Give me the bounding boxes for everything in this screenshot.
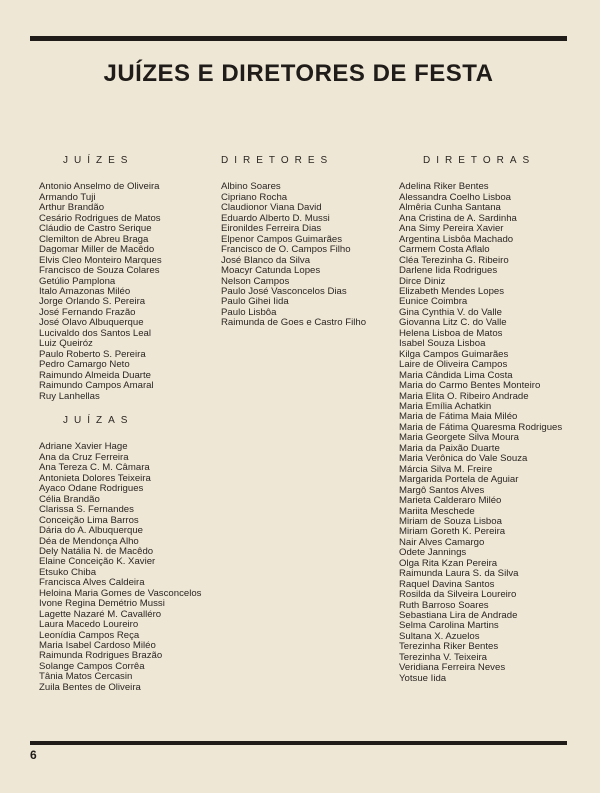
list-item: Alessandra Coelho Lisboa (399, 191, 512, 203)
list-item: Solange Campos Corrêa (39, 660, 145, 672)
list-item: Marieta Calderaro Miléo (399, 495, 502, 507)
list-item: Conceição Lima Barros (39, 514, 139, 526)
list-item: Laura Macedo Loureiro (39, 619, 139, 631)
list-item: Adelina Riker Bentes (399, 181, 489, 193)
list-item: Laire de Oliveira Campos (399, 359, 508, 371)
list-item: Paulo Gihei Iida (221, 296, 289, 308)
list-item: Albino Soares (221, 181, 281, 193)
list-item: Maria Verônica do Vale Souza (399, 453, 528, 465)
list-item: Adriane Xavier Hage (39, 441, 128, 453)
list-item: Ruy Lanhellas (39, 390, 100, 402)
list-item: Ivone Regina Demétrio Mussi (39, 598, 165, 610)
list-item: Elvis Cleo Monteiro Marques (39, 254, 162, 266)
list-item: Elaine Conceição K. Xavier (39, 556, 156, 568)
list-item: Veridiana Ferreira Neves (399, 662, 506, 674)
list-item: Márcia Silva M. Freire (399, 463, 493, 475)
list-item: Sebastiana Lira de Andrade (399, 610, 518, 622)
list-item: Selma Carolina Martins (399, 620, 499, 632)
list-item: Miriam Goreth K. Pereira (399, 526, 506, 538)
list-item: Margô Santos Alves (399, 484, 485, 496)
list-item: José Olavo Albuquerque (39, 317, 144, 329)
list-item: Lucivaldo dos Santos Leal (39, 327, 152, 339)
list-item: Antonieta Dolores Teixeira (39, 472, 151, 484)
list-item: Raimundo Almeida Duarte (39, 369, 151, 381)
list-item: Nair Alves Camargo (399, 536, 485, 548)
list-item: Zuila Bentes de Oliveira (39, 681, 141, 693)
list-item: Maria de Fátima Quaresma Rodrigues (399, 421, 563, 433)
list-item: Kilga Campos Guimarães (399, 348, 509, 360)
bottom-rule (30, 741, 567, 745)
list-item: Pedro Camargo Neto (39, 359, 130, 371)
column-juizes-juizas (39, 156, 219, 693)
list-item: José Fernando Frazão (39, 306, 136, 318)
list-item: Raimunda Laura S. da Silva (399, 568, 519, 580)
list-item: Raimunda de Goes e Castro Filho (221, 317, 367, 329)
list-item: Terezinha V. Teixeira (399, 651, 487, 663)
list-item: Miriam de Souza Lisboa (399, 515, 502, 527)
list-item: Darlene Iida Rodrigues (399, 265, 498, 277)
list-item: Cléa Terezinha G. Ribeiro (399, 254, 509, 266)
heading-juizas: JUÍZAS (63, 414, 134, 426)
list-item: Italo Amazonas Miléo (39, 285, 131, 297)
heading-diretores: DIRETORES (221, 155, 334, 166)
list-item: Rosilda da Silveira Loureiro (399, 589, 517, 601)
list-item: José Blanco da Silva (221, 254, 311, 266)
list-item: Paulo José Vasconcelos Dias (221, 285, 347, 297)
juizes-list (39, 182, 219, 402)
list-item: Elpenor Campos Guimarães (221, 233, 343, 245)
heading-diretoras: DIRETORAS (423, 155, 536, 166)
list-item: Maria Elita O. Ribeiro Andrade (399, 390, 529, 402)
list-item: Dagomar Miller de Macêdo (39, 244, 155, 256)
list-item: Raimunda Rodrigues Brazão (39, 650, 163, 662)
list-item: Arthur Brandão (39, 202, 105, 214)
list-item: Moacyr Catunda Lopes (221, 265, 321, 277)
list-item: Eduardo Alberto D. Mussi (221, 212, 330, 224)
diretores-list (221, 182, 396, 328)
list-item: Yotsue Iida (399, 672, 447, 684)
list-item: Maria do Carmo Bentes Monteiro (399, 380, 541, 392)
list-item: Nelson Campos (221, 275, 290, 287)
list-item: Getúlio Pamplona (39, 275, 116, 287)
list-item: Ayaco Odane Rodrigues (39, 483, 144, 495)
list-item: Raimundo Campos Amaral (39, 380, 154, 392)
list-item: Raquel Davina Santos (399, 578, 495, 590)
list-item: Eunice Coimbra (399, 296, 468, 308)
list-item: Francisco de Souza Colares (39, 265, 160, 277)
list-item: Paulo Lisbôa (221, 306, 277, 318)
list-item: Antonio Anselmo de Oliveira (39, 181, 160, 193)
list-item: Eironildes Ferreira Dias (221, 223, 322, 235)
list-item: Leonídia Campos Reça (39, 629, 140, 641)
list-item: Dely Natália N. de Macêdo (39, 545, 154, 557)
list-item: Paulo Roberto S. Pereira (39, 348, 146, 360)
list-item: Ana Tereza C. M. Câmara (39, 462, 150, 474)
column-diretores (221, 156, 396, 329)
list-item: Maria Isabel Cardoso Miléo (39, 640, 156, 652)
list-item: Ruth Barroso Soares (399, 599, 489, 611)
list-item: Almêria Cunha Santana (399, 202, 501, 214)
diretoras-list (399, 182, 569, 684)
list-item: Dirce Diniz (399, 275, 446, 287)
list-item: Tânia Matos Cercasin (39, 671, 133, 683)
list-item: Ana da Cruz Ferreira (39, 451, 129, 463)
list-item: Helena Lisboa de Matos (399, 327, 503, 339)
list-item: Maria da Paixão Duarte (399, 442, 500, 454)
list-item: Olga Rita Kzan Pereira (399, 557, 498, 569)
page-title: JUÍZES E DIRETORES DE FESTA (103, 60, 494, 87)
list-item: Maria Cândida Lima Costa (399, 369, 513, 381)
list-item: Célia Brandão (39, 493, 100, 505)
juizas-list (39, 442, 219, 693)
list-item: Gina Cynthia V. do Valle (399, 306, 502, 318)
list-item: Maria de Fátima Maia Miléo (399, 411, 518, 423)
list-item: Ana Simy Pereira Xavier (399, 223, 504, 235)
list-item: Luiz Queiróz (39, 338, 93, 350)
list-item: Clarissa S. Fernandes (39, 504, 134, 516)
list-item: Clemilton de Abreu Braga (39, 233, 149, 245)
list-item: Carmem Costa Aflalo (399, 244, 490, 256)
list-item: Dária do A. Albuquerque (39, 525, 144, 537)
list-item: Margarida Portela de Aguiar (399, 474, 519, 486)
list-item: Armando Tuji (39, 191, 96, 203)
heading-juizes: JUÍZES (63, 155, 134, 166)
list-item: Sultana X. Azuelos (399, 630, 480, 642)
list-item: Ana Cristina de A. Sardinha (399, 212, 517, 224)
list-item: Giovanna Litz C. do Valle (399, 317, 507, 329)
list-item: Cesário Rodrigues de Matos (39, 212, 161, 224)
list-item: Isabel Souza Lisboa (399, 338, 486, 350)
list-item: Claudionor Viana David (221, 202, 322, 214)
list-item: Elizabeth Mendes Lopes (399, 285, 505, 297)
list-item: Mariita Meschede (399, 505, 475, 517)
top-rule (30, 36, 567, 41)
list-item: Etsuko Chiba (39, 566, 97, 578)
list-item: Déa de Mendonça Alho (39, 535, 139, 547)
list-item: Argentina Lisbôa Machado (399, 233, 514, 245)
column-diretoras (399, 156, 569, 684)
list-item: Heloina Maria Gomes de Vasconcelos (39, 587, 202, 599)
list-item: Maria Emília Achatkin (399, 400, 492, 412)
list-item: Cláudio de Castro Serique (39, 223, 152, 235)
list-item: Cipriano Rocha (221, 191, 288, 203)
list-item: Odete Jannings (399, 547, 467, 559)
list-item: Jorge Orlando S. Pereira (39, 296, 146, 308)
list-item: Francisco de O. Campos Filho (221, 244, 351, 256)
list-item: Terezinha Riker Bentes (399, 641, 499, 653)
page-number: 6 (30, 748, 37, 762)
list-item: Francisca Alves Caldeira (39, 577, 145, 589)
list-item: Lagette Nazaré M. Cavalléro (39, 608, 162, 620)
list-item: Maria Georgete Silva Moura (399, 432, 519, 444)
